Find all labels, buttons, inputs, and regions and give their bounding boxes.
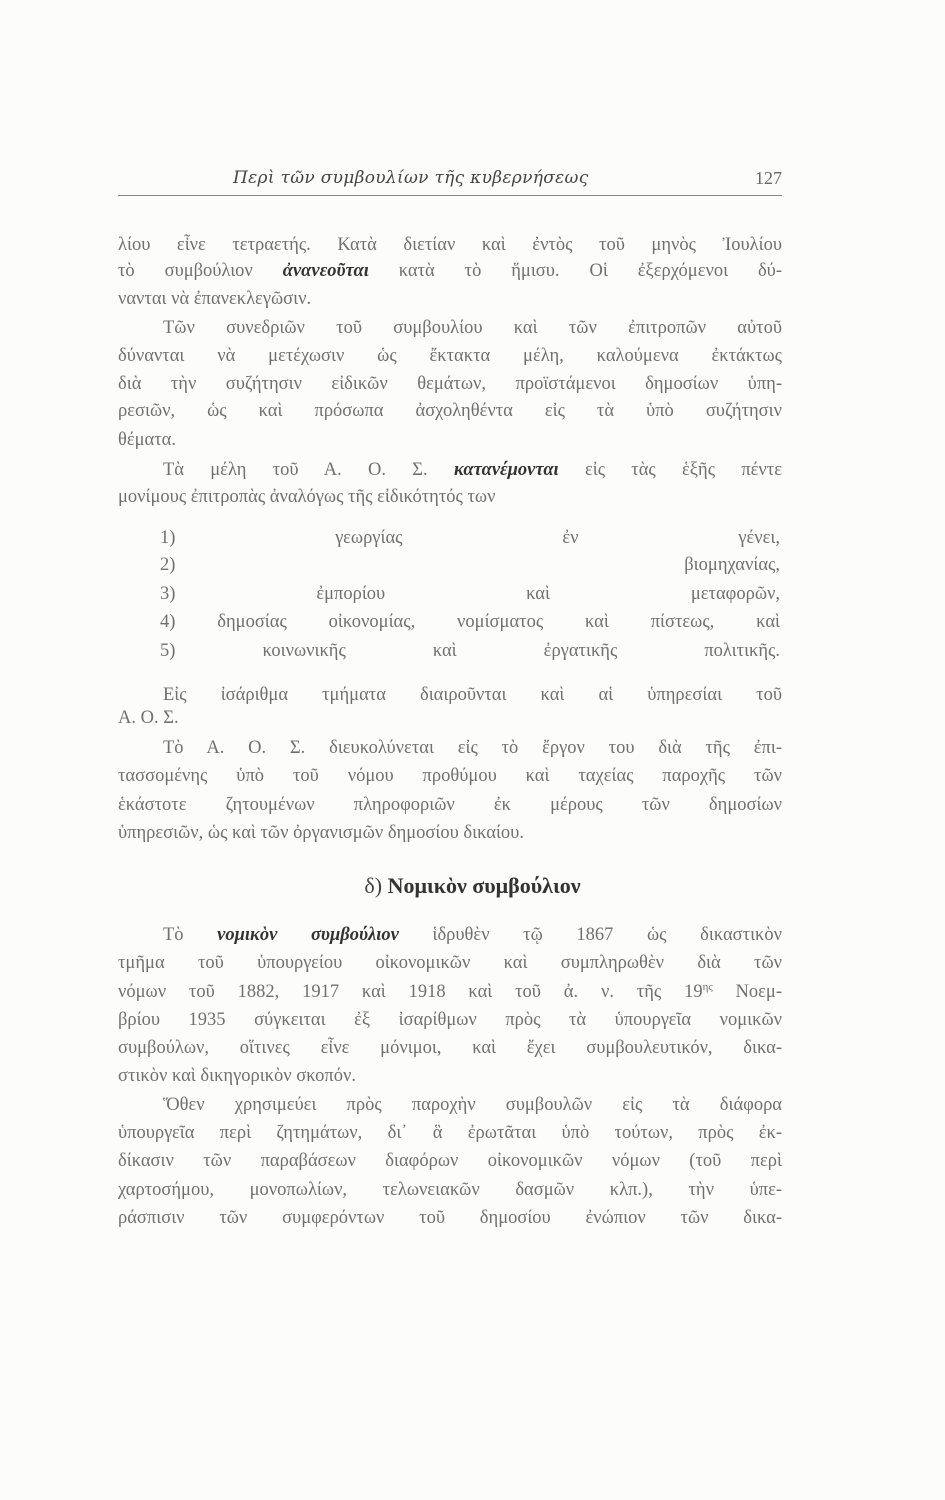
text-span: τὸ συμβούλιον [118,261,283,281]
text-span: 4) δημοσίας οἰκονομίας, νομίσματος καὶ πίστεως, καὶ [160,612,780,632]
text-line [118,1206,782,1230]
list-item [160,553,780,577]
text-span: νανται νὰ ἐπανεκλεγῶσιν. [118,289,312,309]
text-line [118,1064,782,1088]
text-span: κατὰ τὸ ἥμισυ. Οἱ ἐξερχόμενοι δύ- [368,261,782,281]
emphasized-term: κατανέμονται [453,460,559,480]
text-span: Ὅθεν χρησιμεύει πρὸς παροχὴν συμβουλῶν εἰς τὰ διάφορα [163,1095,782,1115]
text-span: δίκασιν τῶν παραβάσεων διαφόρων οἰκονομικῶν νόμων (τοῦ περὶ [118,1151,782,1171]
text-span: λίου εἶνε τετραετής. Κατὰ διετίαν καὶ ἐντὸς τοῦ μηνὸς Ἰουλίου [118,235,782,255]
text-span: ὑπουργεῖα περὶ ζητημάτων, δι᾽ ἃ ἐρωτᾶται ὑπὸ τούτων, πρὸς ἐκ- [118,1123,782,1143]
text-span: Α. Ο. Σ. [118,708,179,728]
text-span: ράσπισιν τῶν συμφερόντων τοῦ δημοσίου ἐνώπιον τῶν δικα- [118,1208,782,1228]
text-line [118,821,782,845]
text-line [118,951,782,975]
text-span: θέματα. [118,430,176,450]
text-span: Νοεμ- [712,982,782,1002]
text-line [118,980,782,1004]
text-line [163,316,782,340]
text-line [163,736,782,760]
text-line [163,1093,782,1117]
text-span: μονίμους ἐπιτροπὰς ἀναλόγως τῆς εἰδικότητός των [118,487,496,507]
running-header-title: Περὶ τῶν συμβουλίων τῆς κυβερνήσεως [233,168,589,188]
list-item [160,582,780,606]
list-item [160,610,780,634]
text-span: Εἰς ἰσάριθμα τμήματα διαιροῦνται καὶ αἱ ὑπηρεσίαι τοῦ [163,685,782,705]
text-line [118,287,782,311]
page-number: 127 [755,168,782,188]
text-line [118,793,782,817]
emphasized-term: νομικὸν συμβούλιον [217,925,399,945]
text-line [163,923,782,947]
text-span: χαρτοσήμου, μονοπωλίων, τελωνειακῶν δασμῶν κλπ.), τὴν ὑπε- [118,1180,782,1200]
text-line [163,683,782,707]
text-line [118,1008,782,1032]
text-span: 5) κοινωνικῆς καὶ ἐργατικῆς πολιτικῆς. [160,641,780,661]
text-span: δύνανται νὰ μετέχωσιν ὡς ἔκτακτα μέλη, καλούμενα ἐκτάκτως [118,346,782,366]
list-item [160,639,780,663]
emphasized-term: ἀνανεοῦται [282,261,369,281]
text-span: Τῶν συνεδριῶν τοῦ συμβουλίου καὶ τῶν ἐπιτροπῶν αὐτοῦ [163,318,782,338]
text-line [118,764,782,788]
text-span: συμβούλων, οἵτινες εἶνε μόνιμοι, καὶ ἔχει συμβουλευτικόν, δικα- [118,1038,782,1058]
text-line [118,399,782,423]
text-span: 2) βιομηχανίας, [160,555,780,575]
text-span: ἱδρυθὲν τῷ 1867 ὡς δικαστικὸν [398,925,782,945]
text-line [118,1036,782,1060]
text-span: διὰ τὴν συζήτησιν εἰδικῶν θεμάτων, προϊστάμενοι δημοσίων ὑπη- [118,374,782,394]
running-header [118,168,782,192]
text-span: Τὸ [163,925,218,945]
section-heading-prefix: δ) [364,873,383,898]
text-span: ὑπηρεσιῶν, ὡς καὶ τῶν ὀργανισμῶν δημοσίου δικαίου. [118,823,524,843]
text-span: τασσομένης ὑπὸ τοῦ νόμου προθύμου καὶ ταχείας παροχῆς τῶν [118,766,782,786]
text-line [163,458,782,482]
section-heading [0,873,945,899]
text-span: βρίου 1935 σύγκειται ἐξ ἰσαρίθμων πρὸς τὰ ὑπουργεῖα νομικῶν [118,1010,782,1030]
text-line [118,372,782,396]
text-span: στικὸν καὶ δικηγορικὸν σκοπόν. [118,1066,357,1086]
text-line [118,233,782,257]
header-rule [118,195,782,196]
text-line [118,706,782,730]
text-span: Τὸ Α. Ο. Σ. διευκολύνεται εἰς τὸ ἔργον του διὰ τῆς ἐπι- [163,738,782,758]
text-line [118,1121,782,1145]
text-span: εἰς τὰς ἑξῆς πέντε [558,460,782,480]
text-span: 3) ἐμπορίου καὶ μεταφορῶν, [160,584,780,604]
text-line [118,428,782,452]
text-span: Τὰ μέλη τοῦ Α. Ο. Σ. [163,460,454,480]
text-span: ρεσιῶν, ὡς καὶ πρόσωπα ἀσχοληθέντα εἰς τὰ ὑπὸ συζήτησιν [118,401,782,421]
text-line [118,485,782,509]
text-line [118,1149,782,1173]
text-line [118,259,782,283]
text-span: ἑκάστοτε ζητουμένων πληροφοριῶν ἐκ μέρους τῶν δημοσίων [118,795,782,815]
superscript: ης [702,980,713,993]
text-span: τμῆμα τοῦ ὑπουργείου οἰκονομικῶν καὶ συμπληρωθὲν διὰ τῶν [118,953,782,973]
section-heading-title: Νομικὸν συμβούλιον [387,873,581,898]
text-span: 1) γεωργίας ἐν γένει, [160,528,780,548]
text-line [118,344,782,368]
text-line [118,1178,782,1202]
list-item [160,526,780,550]
text-span: νόμων τοῦ 1882, 1917 καὶ 1918 καὶ τοῦ ἀ. ν. τῆς 19 [118,982,703,1002]
